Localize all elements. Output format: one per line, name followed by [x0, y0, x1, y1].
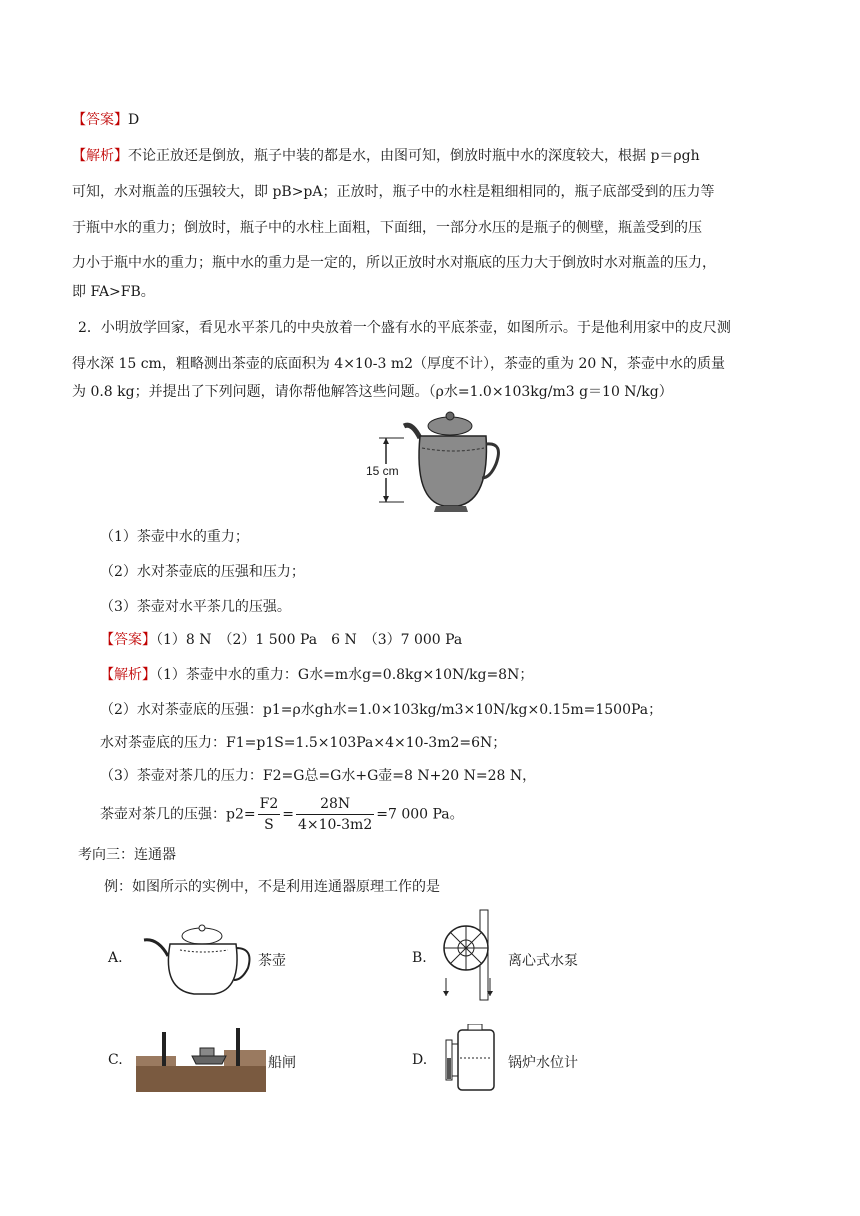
- analysis2-text-1: （1）茶壶中水的重力：G水=m水g=0.8kg×10N/kg=8N；: [156, 667, 534, 683]
- question2-line-2: 得水深 15 cm，粗略测出茶壶的底面积为 4×10-3 m2（厚度不计），茶壶的重为 20 N，茶壶中水的质量: [72, 356, 725, 372]
- analysis1-line-3: 于瓶中水的重力；倒放时，瓶子中的水柱上面粗，下面细，一部分水压的是瓶子的侧壁，瓶盖受到的压: [72, 220, 702, 236]
- option-d-label: 锅炉水位计: [508, 1055, 578, 1071]
- answer-line-1: [72, 110, 780, 130]
- option-d-letter: D.: [412, 1052, 428, 1068]
- analysis1-line-1: [72, 146, 780, 166]
- boiler-water-gauge-icon: [442, 1024, 502, 1094]
- option-c-figure: [136, 1026, 266, 1092]
- option-c-letter: C.: [108, 1052, 123, 1068]
- fraction2-denominator: 4×10-3m2: [297, 817, 373, 833]
- analysis2-tag: 【解析】: [100, 667, 156, 683]
- teapot-illustration: [364, 408, 504, 514]
- analysis-tag: 【解析】: [72, 148, 128, 164]
- teapot-icon: [140, 920, 255, 1000]
- section3-title: 考向三：连通器: [78, 847, 176, 863]
- answer-tag: 【答案】: [72, 112, 128, 128]
- fraction-28n-area: [296, 794, 374, 835]
- analysis1-line-2: 可知，水对瓶盖的压强较大，即 pB>pA；正放时，瓶子中的水柱是粗细相同的，瓶子底部受到的压力等: [72, 184, 715, 200]
- centrifugal-pump-icon: [436, 908, 502, 1003]
- analysis2-line-4: （3）茶壶对茶几的压力：F2=G总=G水+G壶=8 N+20 N=28 N，: [100, 768, 537, 784]
- sub-question-2: （2）水对茶壶底的压强和压力；: [100, 564, 305, 580]
- option-a-letter: A.: [108, 950, 123, 966]
- analysis1-text-1: 不论正放还是倒放，瓶子中装的都是水，由图可知，倒放时瓶中水的深度较大，根据 p＝ρgh: [128, 148, 700, 164]
- option-c-label: 船闸: [268, 1055, 296, 1071]
- answer2-line: [100, 630, 780, 650]
- analysis2-line-1: [100, 665, 780, 685]
- fraction2-numerator: 28N: [296, 794, 374, 815]
- depth-label: 15 cm: [366, 464, 399, 478]
- section3-example: 例：如图所示的实例中，不是利用连通器原理工作的是: [104, 879, 440, 895]
- question2-line-3: 为 0.8 kg；并提出了下列问题，请你帮他解答这些问题。（ρ水=1.0×103kg/m3 g＝10 N/kg）: [72, 384, 673, 400]
- analysis2-line-3: 水对茶壶底的压力：F1=p1S=1.5×103Pa×4×10-3m2=6N；: [100, 735, 507, 751]
- option-d-figure: [442, 1024, 502, 1094]
- answer-value: D: [128, 112, 140, 128]
- sub-question-1: （1）茶壶中水的重力；: [100, 529, 249, 545]
- option-a-label: 茶壶: [258, 953, 286, 969]
- option-b-label: 离心式水泵: [508, 953, 578, 969]
- option-b-figure: [436, 908, 502, 1003]
- teapot-depth-figure: [364, 408, 504, 514]
- option-b-letter: B.: [412, 950, 427, 966]
- pressure-prefix: 茶壶对茶几的压强：p2=: [100, 806, 256, 823]
- sub-question-3: （3）茶壶对水平茶几的压强。: [100, 599, 291, 615]
- fraction-f2-s: [258, 794, 281, 835]
- answer2-tag: 【答案】: [100, 632, 156, 648]
- answer2-value: （1）8 N （2）1 500 Pa 6 N （3）7 000 Pa: [156, 632, 463, 648]
- analysis1-line-4: 力小于瓶中水的重力；瓶中水的重力是一定的，所以正放时水对瓶底的压力大于倒放时水对瓶盖的压力，: [72, 255, 716, 271]
- option-a-figure: [140, 920, 255, 1000]
- analysis2-line-5: 茶壶对茶几的压强：p2= $\frac{F2}{S}$ = $\frac{28N}{4\times 10-3m2}$ =7 000 Pa。: [100, 796, 464, 833]
- fraction1-numerator: F2: [258, 794, 281, 815]
- pressure-result: =7 000 Pa。: [376, 806, 464, 823]
- analysis2-line-2: （2）水对茶壶底的压强：p1=ρ水gh水=1.0×103kg/m3×10N/kg×0.15m=1500Pa；: [100, 702, 663, 718]
- analysis1-line-5: 即 FA>FB。: [72, 284, 155, 300]
- question2-line-1: 2．小明放学回家，看见水平茶几的中央放着一个盛有水的平底茶壶，如图所示。于是他利用家中的皮尺测: [78, 320, 731, 336]
- fraction1-denominator: S: [264, 817, 274, 833]
- ship-lock-icon: [136, 1026, 266, 1092]
